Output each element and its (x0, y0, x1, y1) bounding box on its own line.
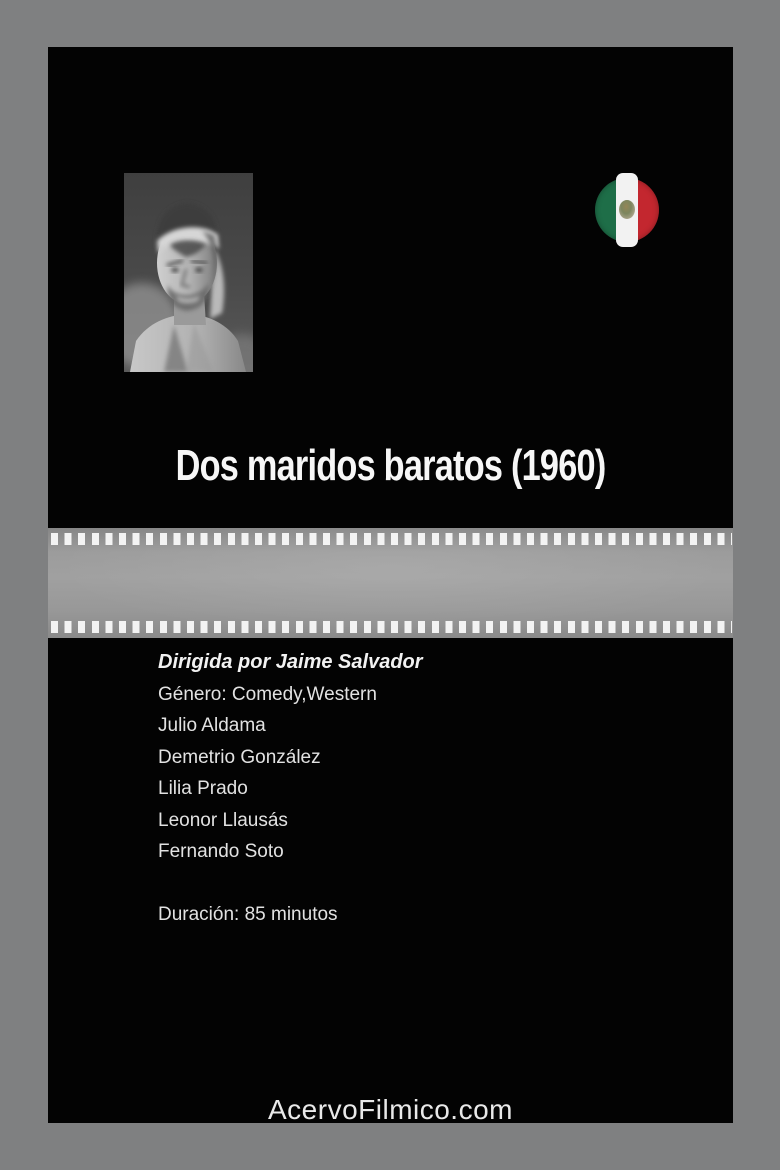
actor-portrait-photo (124, 173, 253, 372)
film-perforations-top (51, 533, 732, 545)
film-strip (48, 528, 733, 638)
director-line: Dirigida por Jaime Salvador (158, 651, 423, 673)
movie-title-text: Dos maridos baratos (1960) (175, 441, 606, 490)
cast-member: Lilia Prado (158, 778, 248, 799)
mexico-flag-icon (595, 173, 659, 247)
cast-member: Leonor Llausás (158, 809, 288, 831)
movie-title (48, 441, 733, 491)
poster-card (48, 47, 733, 1123)
cast-member: Demetrio González (158, 746, 321, 768)
credits-block (158, 647, 423, 930)
film-perforations-bottom (51, 621, 732, 633)
cast-member: Fernando Soto (158, 841, 284, 862)
site-footer: AcervoFilmico.com (268, 1094, 513, 1123)
duration-line: Duración: 85 minutos (158, 903, 338, 925)
portrait-illustration (124, 173, 253, 372)
cast-member: Julio Aldama (158, 715, 266, 736)
genre-line: Género: Comedy,Western (158, 683, 377, 705)
flag-eagle-emblem (619, 200, 635, 219)
